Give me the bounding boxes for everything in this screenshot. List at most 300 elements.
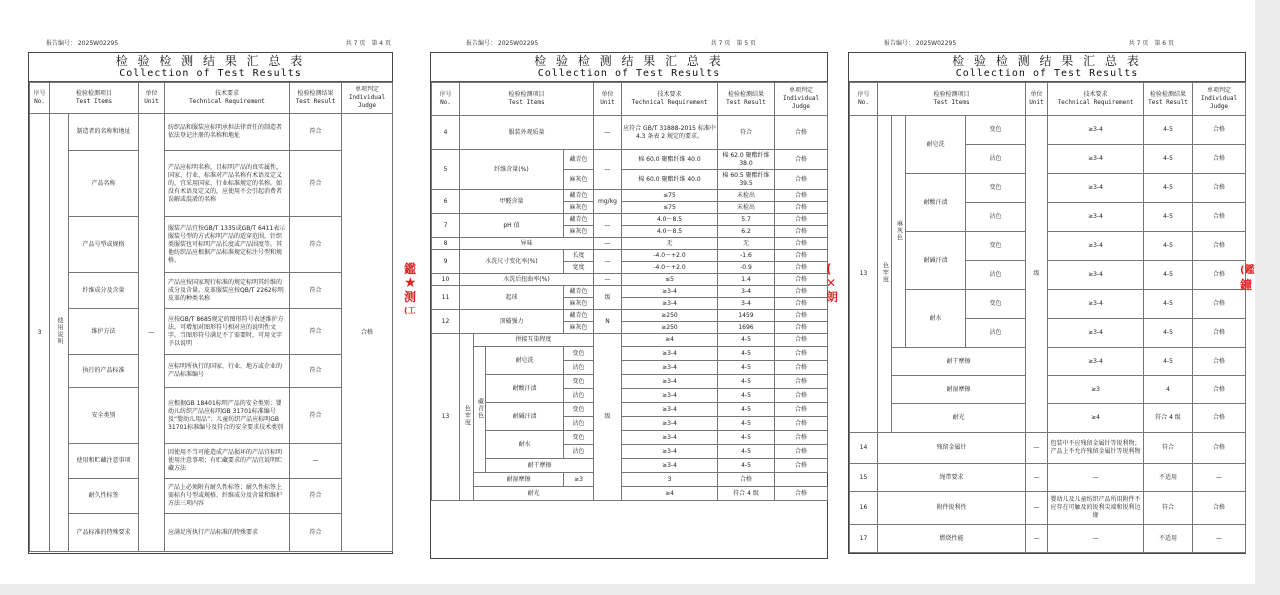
row-result: 符合 — [290, 388, 342, 444]
row-unit: 级 — [1026, 116, 1048, 433]
row-unit: — — [1026, 525, 1048, 553]
row-result: 符合 — [1144, 492, 1193, 525]
row-result: 4-5 — [1144, 116, 1193, 145]
row-requirement: 产品应标明名称，且标明产品的真实属性，国家、行业、标准对产品名称有术语及定义的，宜采用国家、行业标准规定的名称。如没有术语及定义的，应使用不会引起消费者误解或混淆的名称 — [165, 151, 290, 217]
row-sub: 沾色 — [966, 145, 1026, 174]
row-requirement: ≥3-4 — [622, 286, 718, 298]
row-requirement: ≥3-4 — [1048, 116, 1144, 145]
row-unit: — — [1026, 492, 1048, 525]
row-item: 耐皂洗 — [906, 116, 966, 174]
row-category: 使用说明 — [50, 114, 69, 552]
row-result: 棉 62.0 聚酯纤维 38.0 — [718, 150, 775, 170]
row-result: 3-4 — [718, 298, 775, 310]
row-sub: 宽度 — [564, 262, 594, 274]
row-result: 4-5 — [1144, 319, 1193, 348]
row-item: 耐湿摩擦 — [474, 473, 564, 487]
col-judge: 单项判定 Individual Judge — [342, 83, 393, 114]
page-indicator: 共 7 页 第 5 页 — [710, 40, 756, 47]
col-no: 序号 No. — [432, 83, 460, 116]
row-sub: 藏青色 — [564, 190, 594, 202]
row-judge: 合格 — [1193, 261, 1246, 290]
table-title-zh: 检 验 检 测 结 果 汇 总 表 — [115, 54, 306, 68]
row-result: -0.9 — [718, 262, 775, 274]
row-judge: 合格 — [1193, 404, 1246, 433]
table-row — [432, 459, 828, 473]
row-judge: 合格 — [1193, 319, 1246, 348]
row-result: 棉 60.5 聚酯纤维 39.5 — [718, 170, 775, 190]
row-item: 耐干摩擦 — [892, 348, 1026, 376]
row-sub: 藏青色 — [564, 310, 594, 322]
row-judge: 合格 — [1193, 116, 1246, 145]
row-requirement: 产品上必须附有耐久性标签；耐久性标签上需标有号型或规格、纤维成分及含量和维护方法三项内容 — [165, 479, 290, 514]
row-color: 麻灰色 — [892, 116, 906, 348]
row-item: 服装外观质量 — [460, 116, 594, 150]
row-item: 耐酸汗渍 — [906, 174, 966, 232]
row-requirement: ≥3-4 — [622, 375, 718, 389]
row-result: 符合 — [718, 116, 775, 150]
col-unit: 单位 Unit — [594, 83, 622, 116]
row-unit: mg/kg — [594, 190, 622, 214]
row-result: 4-5 — [718, 334, 775, 347]
row-result: 无 — [718, 238, 775, 250]
table-row — [432, 487, 828, 501]
row-result: 4-5 — [718, 347, 775, 361]
row-item: 耐水 — [906, 290, 966, 348]
row-requirement: ≤75 — [622, 202, 718, 214]
row-judge: 合格 — [1193, 348, 1246, 376]
row-judge: 合格 — [775, 226, 828, 238]
row-result: 符合 — [290, 217, 342, 273]
row-judge: 合格 — [1193, 145, 1246, 174]
row-unit: — — [139, 114, 165, 552]
table-row — [30, 217, 393, 273]
row-sub: 麻灰色 — [564, 170, 594, 190]
row-judge: 合格 — [775, 361, 828, 375]
row-result: 4-5 — [1144, 261, 1193, 290]
row-judge: — — [1193, 464, 1246, 492]
row-item: 水洗尺寸变化率(%) — [460, 250, 564, 274]
row-requirement: 包装中不应残留金属针等锐利物；产品上不允许残留金属针等锐利物 — [1048, 433, 1144, 464]
row-item: 顶破强力 — [460, 310, 564, 334]
row-no: 14 — [850, 433, 878, 464]
row-result: 5.7 — [718, 214, 775, 226]
row-requirement: ≥3-4 — [622, 347, 718, 361]
col-item: 检验检测项目 Test Items — [50, 83, 139, 114]
table-row — [850, 348, 1246, 376]
table-row — [432, 347, 828, 361]
row-no: 3 — [30, 114, 50, 552]
row-judge: 合格 — [1193, 203, 1246, 232]
page-header — [430, 36, 826, 48]
report-number: 报告编号： 2025W02295 — [884, 40, 957, 47]
row-item: 产品名称 — [69, 151, 139, 217]
row-judge: 合格 — [775, 274, 828, 286]
row-item: 产品号型或规格 — [69, 217, 139, 273]
table-row — [432, 238, 828, 250]
row-result: 不适用 — [1144, 464, 1193, 492]
row-requirement: — — [1048, 525, 1144, 553]
row-judge: 合格 — [775, 214, 828, 226]
row-requirement: 产品应按国家现行标准的规定标明其纤维的成分及含量。皮革服装应按QB/T 2262标明皮革的种类名称 — [165, 273, 290, 309]
table-row — [850, 174, 1246, 203]
row-judge: 合格 — [775, 116, 828, 150]
table-row — [30, 273, 393, 309]
row-no: 17 — [850, 525, 878, 553]
row-judge: 合格 — [775, 262, 828, 274]
row-item: 水洗后扭曲率(%) — [460, 274, 594, 286]
row-no: 16 — [850, 492, 878, 525]
row-requirement: ≥3-4 — [1048, 232, 1144, 261]
table-row — [432, 403, 828, 417]
row-judge: 合格 — [775, 431, 828, 445]
row-requirement: ≥4 — [622, 487, 718, 501]
row-result: 4 — [1144, 376, 1193, 404]
row-requirement: ≥250 — [622, 322, 718, 334]
row-unit: — — [594, 274, 622, 286]
row-unit: — — [594, 214, 622, 238]
row-no: 6 — [432, 190, 460, 214]
page-indicator: 共 7 页 第 4 页 — [345, 40, 391, 47]
row-result: 符合 — [290, 514, 342, 552]
row-item: pH 值 — [460, 214, 564, 238]
row-requirement: ≥3-4 — [1048, 348, 1144, 376]
row-result: — — [290, 444, 342, 479]
row-unit: — — [1026, 433, 1048, 464]
row-requirement: 4.0～8.5 — [622, 214, 718, 226]
results-table — [430, 52, 828, 559]
row-item: 异味 — [460, 238, 594, 250]
row-no: 11 — [432, 286, 460, 310]
row-unit: — — [594, 116, 622, 150]
report-number: 报告编号： 2025W02295 — [466, 40, 539, 47]
scrollbar-track[interactable] — [1255, 0, 1280, 595]
row-requirement: -4.0～+2.0 — [622, 262, 718, 274]
row-sub: 变色 — [966, 116, 1026, 145]
header-row — [850, 83, 1246, 116]
row-judge: 合格 — [1193, 433, 1246, 464]
row-result: 4-5 — [1144, 232, 1193, 261]
row-result: 3 — [622, 473, 718, 487]
row-requirement: ≥3-4 — [1048, 174, 1144, 203]
row-judge: 合格 — [775, 403, 828, 417]
row-judge: 合格 — [775, 298, 828, 310]
row-requirement: ≥3-4 — [1048, 203, 1144, 232]
row-requirement: — — [1048, 464, 1144, 492]
row-sub: 变色 — [564, 375, 594, 389]
row-requirement: ≥3-4 — [622, 389, 718, 403]
row-requirement: 应符合 GB/T 31888-2015 标准中 4.3 条表 2 规定的要求。 — [622, 116, 718, 150]
row-result: 4-5 — [718, 431, 775, 445]
row-judge: 合格 — [775, 250, 828, 262]
row-judge: 合格 — [775, 445, 828, 459]
row-result: 符合 — [290, 309, 342, 355]
row-no: 9 — [432, 250, 460, 274]
row-sub: 藏青色 — [564, 214, 594, 226]
row-item: 安全类别 — [69, 388, 139, 444]
row-item: 耐皂洗 — [486, 347, 564, 375]
row-no: 8 — [432, 238, 460, 250]
row-no: 7 — [432, 214, 460, 238]
col-judge: 单项判定 Individual Judge — [1193, 83, 1246, 116]
row-result: 4-5 — [1144, 348, 1193, 376]
row-item: 起球 — [460, 286, 564, 310]
table-title-en: Collection of Test Results — [29, 68, 392, 82]
table-row — [850, 232, 1246, 261]
row-requirement: ≤5 — [622, 274, 718, 286]
row-item: 耐水 — [486, 431, 564, 459]
row-sub: 麻灰色 — [564, 322, 594, 334]
row-sub: 沾色 — [564, 445, 594, 459]
row-item: 耐光 — [892, 404, 1026, 433]
row-result: 3-4 — [718, 286, 775, 298]
table-title-zh: 检 验 检 测 结 果 汇 总 表 — [534, 54, 724, 68]
row-item: 耐酸汗渍 — [486, 375, 564, 403]
col-judge: 单项判定 Individual Judge — [775, 83, 828, 116]
col-result: 检验检测结果 Test Result — [718, 83, 775, 116]
row-judge: 合格 — [775, 286, 828, 298]
row-requirement: ≥3-4 — [622, 459, 718, 473]
row-result: 4-5 — [718, 403, 775, 417]
row-requirement: 无 — [622, 238, 718, 250]
table-row — [432, 250, 828, 262]
row-sub: 沾色 — [564, 417, 594, 431]
table-row — [30, 309, 393, 355]
table-row — [432, 310, 828, 322]
table-row — [432, 150, 828, 170]
table-title-en: Collection of Test Results — [431, 68, 827, 82]
row-requirement: ≥3-4 — [622, 417, 718, 431]
row-item: 执行的产品标准 — [69, 355, 139, 388]
row-requirement: ≥3-4 — [1048, 145, 1144, 174]
row-judge: 合格 — [1193, 232, 1246, 261]
row-requirement: 应根据GB 18401标明产品的安全类别；婴幼儿纺织产品应标明GB 31701标准编号及“婴幼儿用品”；儿童纺织产品应标明GB 31701标准编号及符合的安全要求技术类别 — [165, 388, 290, 444]
header-row — [30, 83, 393, 114]
row-sub: 麻灰色 — [564, 298, 594, 310]
row-requirement: 4.0～8.5 — [622, 226, 718, 238]
row-requirement: ≥3-4 — [622, 403, 718, 417]
row-judge: 合格 — [775, 389, 828, 403]
row-result: 1459 — [718, 310, 775, 322]
row-item: 纤维成分及含量 — [69, 273, 139, 309]
table-row — [850, 433, 1246, 464]
table-row — [850, 376, 1246, 404]
row-result: 未检出 — [718, 190, 775, 202]
row-category: 色牢度 — [878, 116, 892, 433]
row-requirement: ≥3 — [1048, 376, 1144, 404]
row-judge: 合格 — [775, 347, 828, 361]
row-result: 4-5 — [718, 361, 775, 375]
table-row — [30, 444, 393, 479]
table-row — [850, 116, 1246, 145]
row-judge: 合格 — [775, 375, 828, 389]
row-item: 附件锐利性 — [878, 492, 1026, 525]
row-result: 4-5 — [1144, 174, 1193, 203]
row-no: 13 — [850, 116, 878, 433]
row-result: 1.4 — [718, 274, 775, 286]
row-judge: 合格 — [718, 473, 775, 487]
table-row — [30, 514, 393, 552]
col-result: 检验检测结果 Test Result — [290, 83, 342, 114]
row-result: 4-5 — [718, 417, 775, 431]
row-judge: 合格 — [775, 417, 828, 431]
header-row — [432, 83, 828, 116]
row-category: 色牢度 — [460, 334, 474, 501]
row-sub: 麻灰色 — [564, 202, 594, 214]
table-row — [432, 214, 828, 226]
row-result: 未检出 — [718, 202, 775, 214]
table-row — [30, 114, 393, 151]
row-result: 不适用 — [1144, 525, 1193, 553]
row-requirement: -4.0～+2.0 — [622, 250, 718, 262]
row-unit: — — [594, 250, 622, 274]
row-sub: 沾色 — [966, 261, 1026, 290]
row-judge: 合格 — [1193, 492, 1246, 525]
row-judge: 合格 — [775, 170, 828, 190]
col-no: 序号 No. — [30, 83, 50, 114]
horizontal-scrollbar[interactable] — [0, 584, 1255, 595]
row-item: 制造者的名称和地址 — [69, 114, 139, 151]
row-item: 使用和贮藏注意事项 — [69, 444, 139, 479]
row-result: 4-5 — [718, 445, 775, 459]
col-no: 序号 No. — [850, 83, 878, 116]
row-no: 15 — [850, 464, 878, 492]
row-result: 4-5 — [1144, 145, 1193, 174]
row-requirement: 应按GB/T 8685规定的图形符号表述维护方法，可增加对图形符号相对应的说明性文字。当图形符号满足不了需要时，可用文字予以说明 — [165, 309, 290, 355]
table-row — [30, 151, 393, 217]
results-table — [848, 52, 1246, 554]
row-judge: 合格 — [775, 150, 828, 170]
row-item: 耐碱汗渍 — [486, 403, 564, 431]
row-sub: 变色 — [966, 174, 1026, 203]
row-no: 4 — [432, 116, 460, 150]
report-number: 报告编号： 2025W02295 — [46, 40, 119, 47]
row-unit: — — [594, 150, 622, 190]
row-judge: 合格 — [1193, 174, 1246, 203]
results-grid — [29, 82, 393, 552]
col-req: 技术要求 Technical Requirement — [165, 83, 290, 114]
page-header — [848, 36, 1244, 48]
row-requirement: ≥4 — [622, 334, 718, 347]
row-judge: 合格 — [1193, 290, 1246, 319]
row-requirement: ≥4 — [1048, 404, 1144, 433]
row-sub: 沾色 — [564, 361, 594, 375]
table-row — [850, 464, 1246, 492]
row-requirement: 应满足所执行产品标准的特殊要求 — [165, 514, 290, 552]
row-sub: 变色 — [966, 290, 1026, 319]
results-grid — [431, 82, 828, 501]
table-row — [850, 290, 1246, 319]
row-unit: — — [594, 238, 622, 250]
row-result: 符合 4 级 — [718, 487, 775, 501]
row-item: 纤维含量(%) — [460, 150, 564, 190]
table-row — [432, 286, 828, 298]
seal-stamp-left: 鑑 ★ 测 (工 — [404, 262, 417, 315]
row-judge: 合格 — [775, 202, 828, 214]
row-result: 6.2 — [718, 226, 775, 238]
row-judge: 合格 — [775, 190, 828, 202]
row-no: 12 — [432, 310, 460, 334]
table-row — [432, 431, 828, 445]
table-row — [850, 492, 1246, 525]
row-sub: 长度 — [564, 250, 594, 262]
row-result: 4-5 — [1144, 203, 1193, 232]
row-sub: 变色 — [564, 403, 594, 417]
row-requirement: ≤75 — [622, 190, 718, 202]
col-req: 技术要求 Technical Requirement — [622, 83, 718, 116]
row-judge: 合格 — [775, 459, 828, 473]
table-title-zh: 检 验 检 测 结 果 汇 总 表 — [952, 54, 1142, 68]
row-no: 5 — [432, 150, 460, 190]
row-judge: 合格 — [775, 334, 828, 347]
row-result: 符合 4 级 — [1144, 404, 1193, 433]
row-item: 产品标准的特殊要求 — [69, 514, 139, 552]
col-req: 技术要求 Technical Requirement — [1048, 83, 1144, 116]
row-requirement: ≥3-4 — [622, 298, 718, 310]
row-requirement: ≥3-4 — [1048, 261, 1144, 290]
row-sub: 变色 — [966, 232, 1026, 261]
row-sub: 沾色 — [966, 203, 1026, 232]
row-requirement: 棉 60.0 聚酯纤维 40.0 — [622, 150, 718, 170]
row-result: 符合 — [290, 273, 342, 309]
row-judge: 合格 — [775, 322, 828, 334]
row-sub: 藏青色 — [564, 286, 594, 298]
row-requirement: 纺织品和服装应标明承担法律责任的制造者依法登记注册的名称和地址 — [165, 114, 290, 151]
row-unit: — — [1026, 464, 1048, 492]
row-requirement: ≥250 — [622, 310, 718, 322]
row-sub: 麻灰色 — [564, 226, 594, 238]
row-requirement: 棉 60.0 聚酯纤维 40.0 — [622, 170, 718, 190]
row-sub: 藏青色 — [564, 150, 594, 170]
row-requirement: 应标明所执行的国家、行业、地方或企业的产品标准编号 — [165, 355, 290, 388]
page-header — [28, 36, 391, 48]
row-sub: 沾色 — [966, 319, 1026, 348]
table-row — [850, 525, 1246, 553]
table-row — [432, 375, 828, 389]
seal-stamp-middle: ( ✕ 朗 — [826, 262, 839, 304]
row-unit: 级 — [594, 286, 622, 310]
row-item: 残留金属针 — [878, 433, 1026, 464]
page-indicator: 共 7 页 第 6 页 — [1128, 40, 1174, 47]
row-judge: — — [1193, 525, 1246, 553]
row-judge: 合格 — [775, 310, 828, 322]
row-requirement: 婴幼儿及儿童纺织产品所用附件不应存在可触及的锐利尖端和锐利边缘 — [1048, 492, 1144, 525]
row-unit: 级 — [594, 334, 622, 501]
row-no: 13 — [432, 334, 460, 501]
row-judge: 合格 — [342, 114, 393, 552]
row-requirement: ≥3-4 — [622, 431, 718, 445]
row-requirement: ≥3 — [564, 473, 594, 487]
row-item: 绳带要求 — [878, 464, 1026, 492]
table-row — [30, 355, 393, 388]
row-result: 4-5 — [718, 459, 775, 473]
col-item: 检验检测项目 Test Items — [878, 83, 1026, 116]
row-item: 耐干摩擦 — [486, 459, 594, 473]
row-item: 燃烧性能 — [878, 525, 1026, 553]
row-item: 耐碱汗渍 — [906, 232, 966, 290]
table-row — [432, 116, 828, 150]
col-result: 检验检测结果 Test Result — [1144, 83, 1193, 116]
row-judge: 合格 — [1193, 376, 1246, 404]
row-judge: 合格 — [775, 487, 828, 501]
row-item: 甲醛含量 — [460, 190, 564, 214]
row-requirement: ≥3-4 — [622, 361, 718, 375]
row-result: 1696 — [718, 322, 775, 334]
results-table — [28, 52, 393, 554]
row-sub: 变色 — [564, 431, 594, 445]
row-judge: 合格 — [775, 238, 828, 250]
row-item: 维护方法 — [69, 309, 139, 355]
seal-stamp-right: (鑑 鐘 — [1240, 265, 1255, 292]
